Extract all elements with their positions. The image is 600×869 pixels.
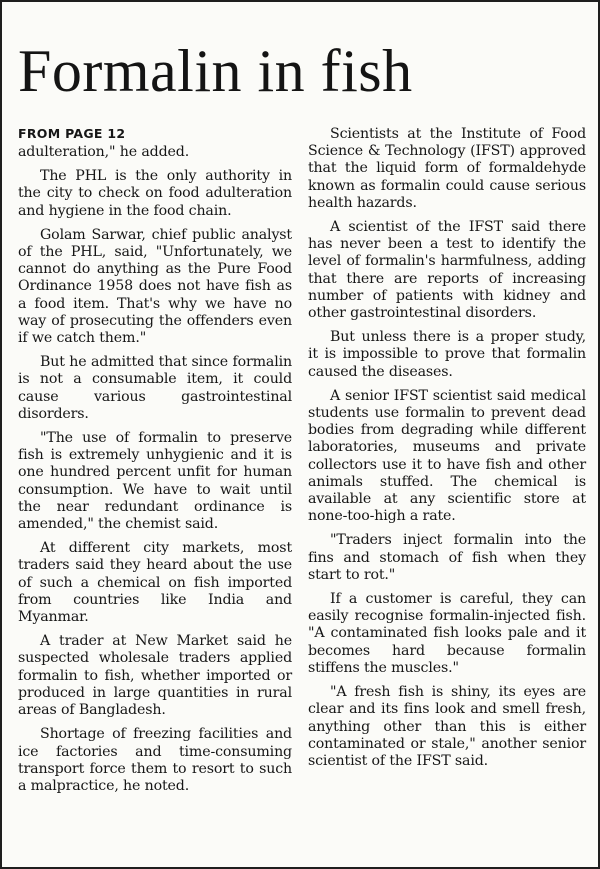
paragraph: Shortage of freezing facilities and ice factories and time-consuming transport force them to resort to such a malpractice, he noted. [18,726,292,794]
paragraph: At different city markets, most traders said they heard about the use of such a chemical on fish imported from countries like India and Myanmar. [18,540,292,626]
paragraph: If a customer is careful, they can easily recognise formalin-injected fish. "A contaminated fish looks pale and it becomes hard because formalin stiffens the muscles." [308,591,586,676]
continuation-kicker: FROM PAGE 12 [18,126,126,141]
paragraph: A trader at New Market said he suspected wholesale traders applied formalin to fish, whether imported or produced in large quantities in rural areas of Bangladesh. [18,633,292,719]
paragraph: Golam Sarwar, chief public analyst of the PHL, said, "Unfortunately, we cannot do anything as the Pure Food Ordinance 1958 does not have fish as a food item. That's why we have no way of prosecuting the offenders even if we catch them." [18,226,292,347]
paragraph: But he admitted that since formalin is not a consumable item, it could cause various gastrointestinal disorders. [18,354,292,422]
paragraph: "The use of formalin to preserve fish is extremely unhygienic and it is one hundred percent unfit for human consumption. We have to wait until the near redundant ordinance is amended," the chemist said. [18,430,292,533]
paragraph: "Traders inject formalin into the fins and stomach of fish when they start to rot." [308,532,586,583]
paragraph: The PHL is the only authority in the city to check on food adulteration and hygiene in the food chain. [18,168,292,219]
paragraph: A senior IFST scientist said medical students use formalin to prevent dead bodies from degrading while different laboratories, museums and private collectors use it to have fish and other animals stuffed. The chemical is available at any scientific store at none-too-high a rate. [308,387,586,525]
paragraph-continued: adulteration," he added. [18,144,190,160]
paragraph: "A fresh fish is shiny, its eyes are clear and its fins look and smell fresh, anything other than this is either contaminated or stale," another senior scientist of the IFST said. [308,684,586,769]
headline: Formalin in fish [18,38,413,104]
right-column [308,126,586,777]
paragraph: A scientist of the IFST said there has never been a test to identify the level of formalin's harmfulness, adding that there are reports of increasing number of patients with kidney and other gastrointestinal disorders. [308,219,586,322]
paragraph: But unless there is a proper study, it is impossible to prove that formalin caused the diseases. [308,329,586,380]
paragraph: Scientists at the Institute of Food Science & Technology (IFST) approved that the liquid form of formaldehyde known as formalin could cause serious health hazards. [308,126,586,211]
left-column [18,126,292,802]
